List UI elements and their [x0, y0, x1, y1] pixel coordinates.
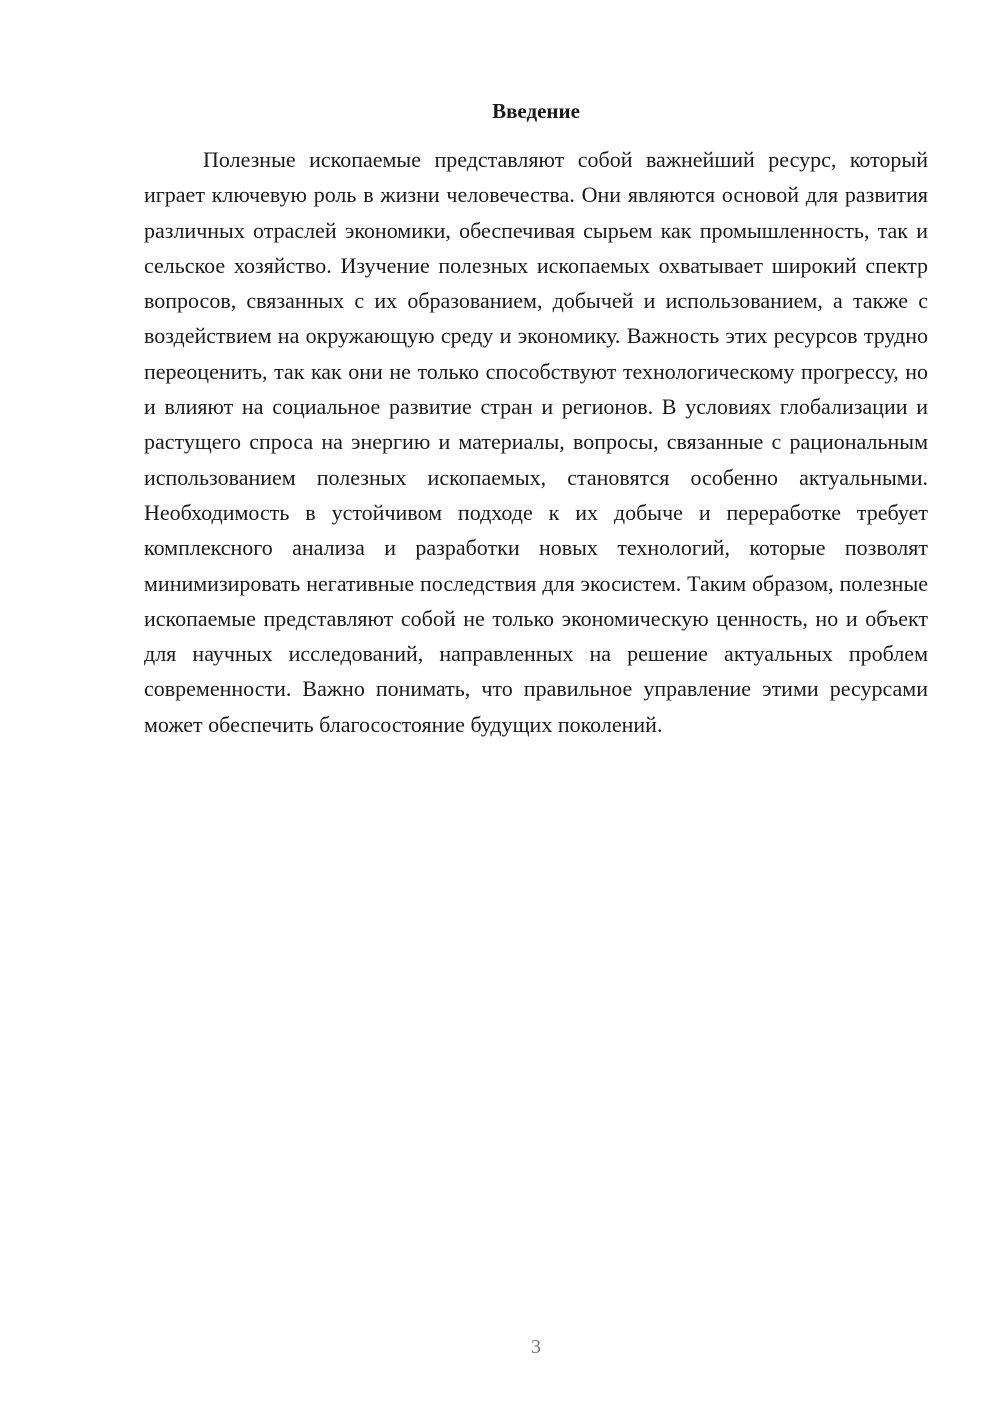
page-number: 3: [531, 1336, 541, 1358]
section-heading: Введение: [492, 99, 580, 123]
body-paragraph: Полезные ископаемые представляют собой важнейший ресурс, который играет ключевую роль в жизни человечества. Они являются основой для развития различных отраслей экономики, обеспечивая сырьем как промышленность, так и сельское хозяйство. Изучение полезных ископаемых охватывает широкий спектр вопросов, связанных с их образованием, добычей и использованием, а также с воздействием на окружающую среду и экономику. Важность этих ресурсов трудно переоценить, так как они не только способствуют технологическому прогрессу, но и влияют на социальное развитие стран и регионов. В условиях глобализации и растущего спроса на энергию и материалы, вопросы, связанные с рациональным использованием полезных ископаемых, становятся особенно актуальными. Необходимость в устойчивом подходе к их добыче и переработке требует комплексного анализа и разработки новых технологий, которые позволят минимизировать негативные последствия для экосистем. Таким образом, полезные ископаемые представляют собой не только экономическую ценность, но и объект для научных исследований, направленных на решение актуальных проблем современности. Важно понимать, что правильное управление этими ресурсами может обеспечить благосостояние будущих поколений.: [144, 147, 928, 737]
